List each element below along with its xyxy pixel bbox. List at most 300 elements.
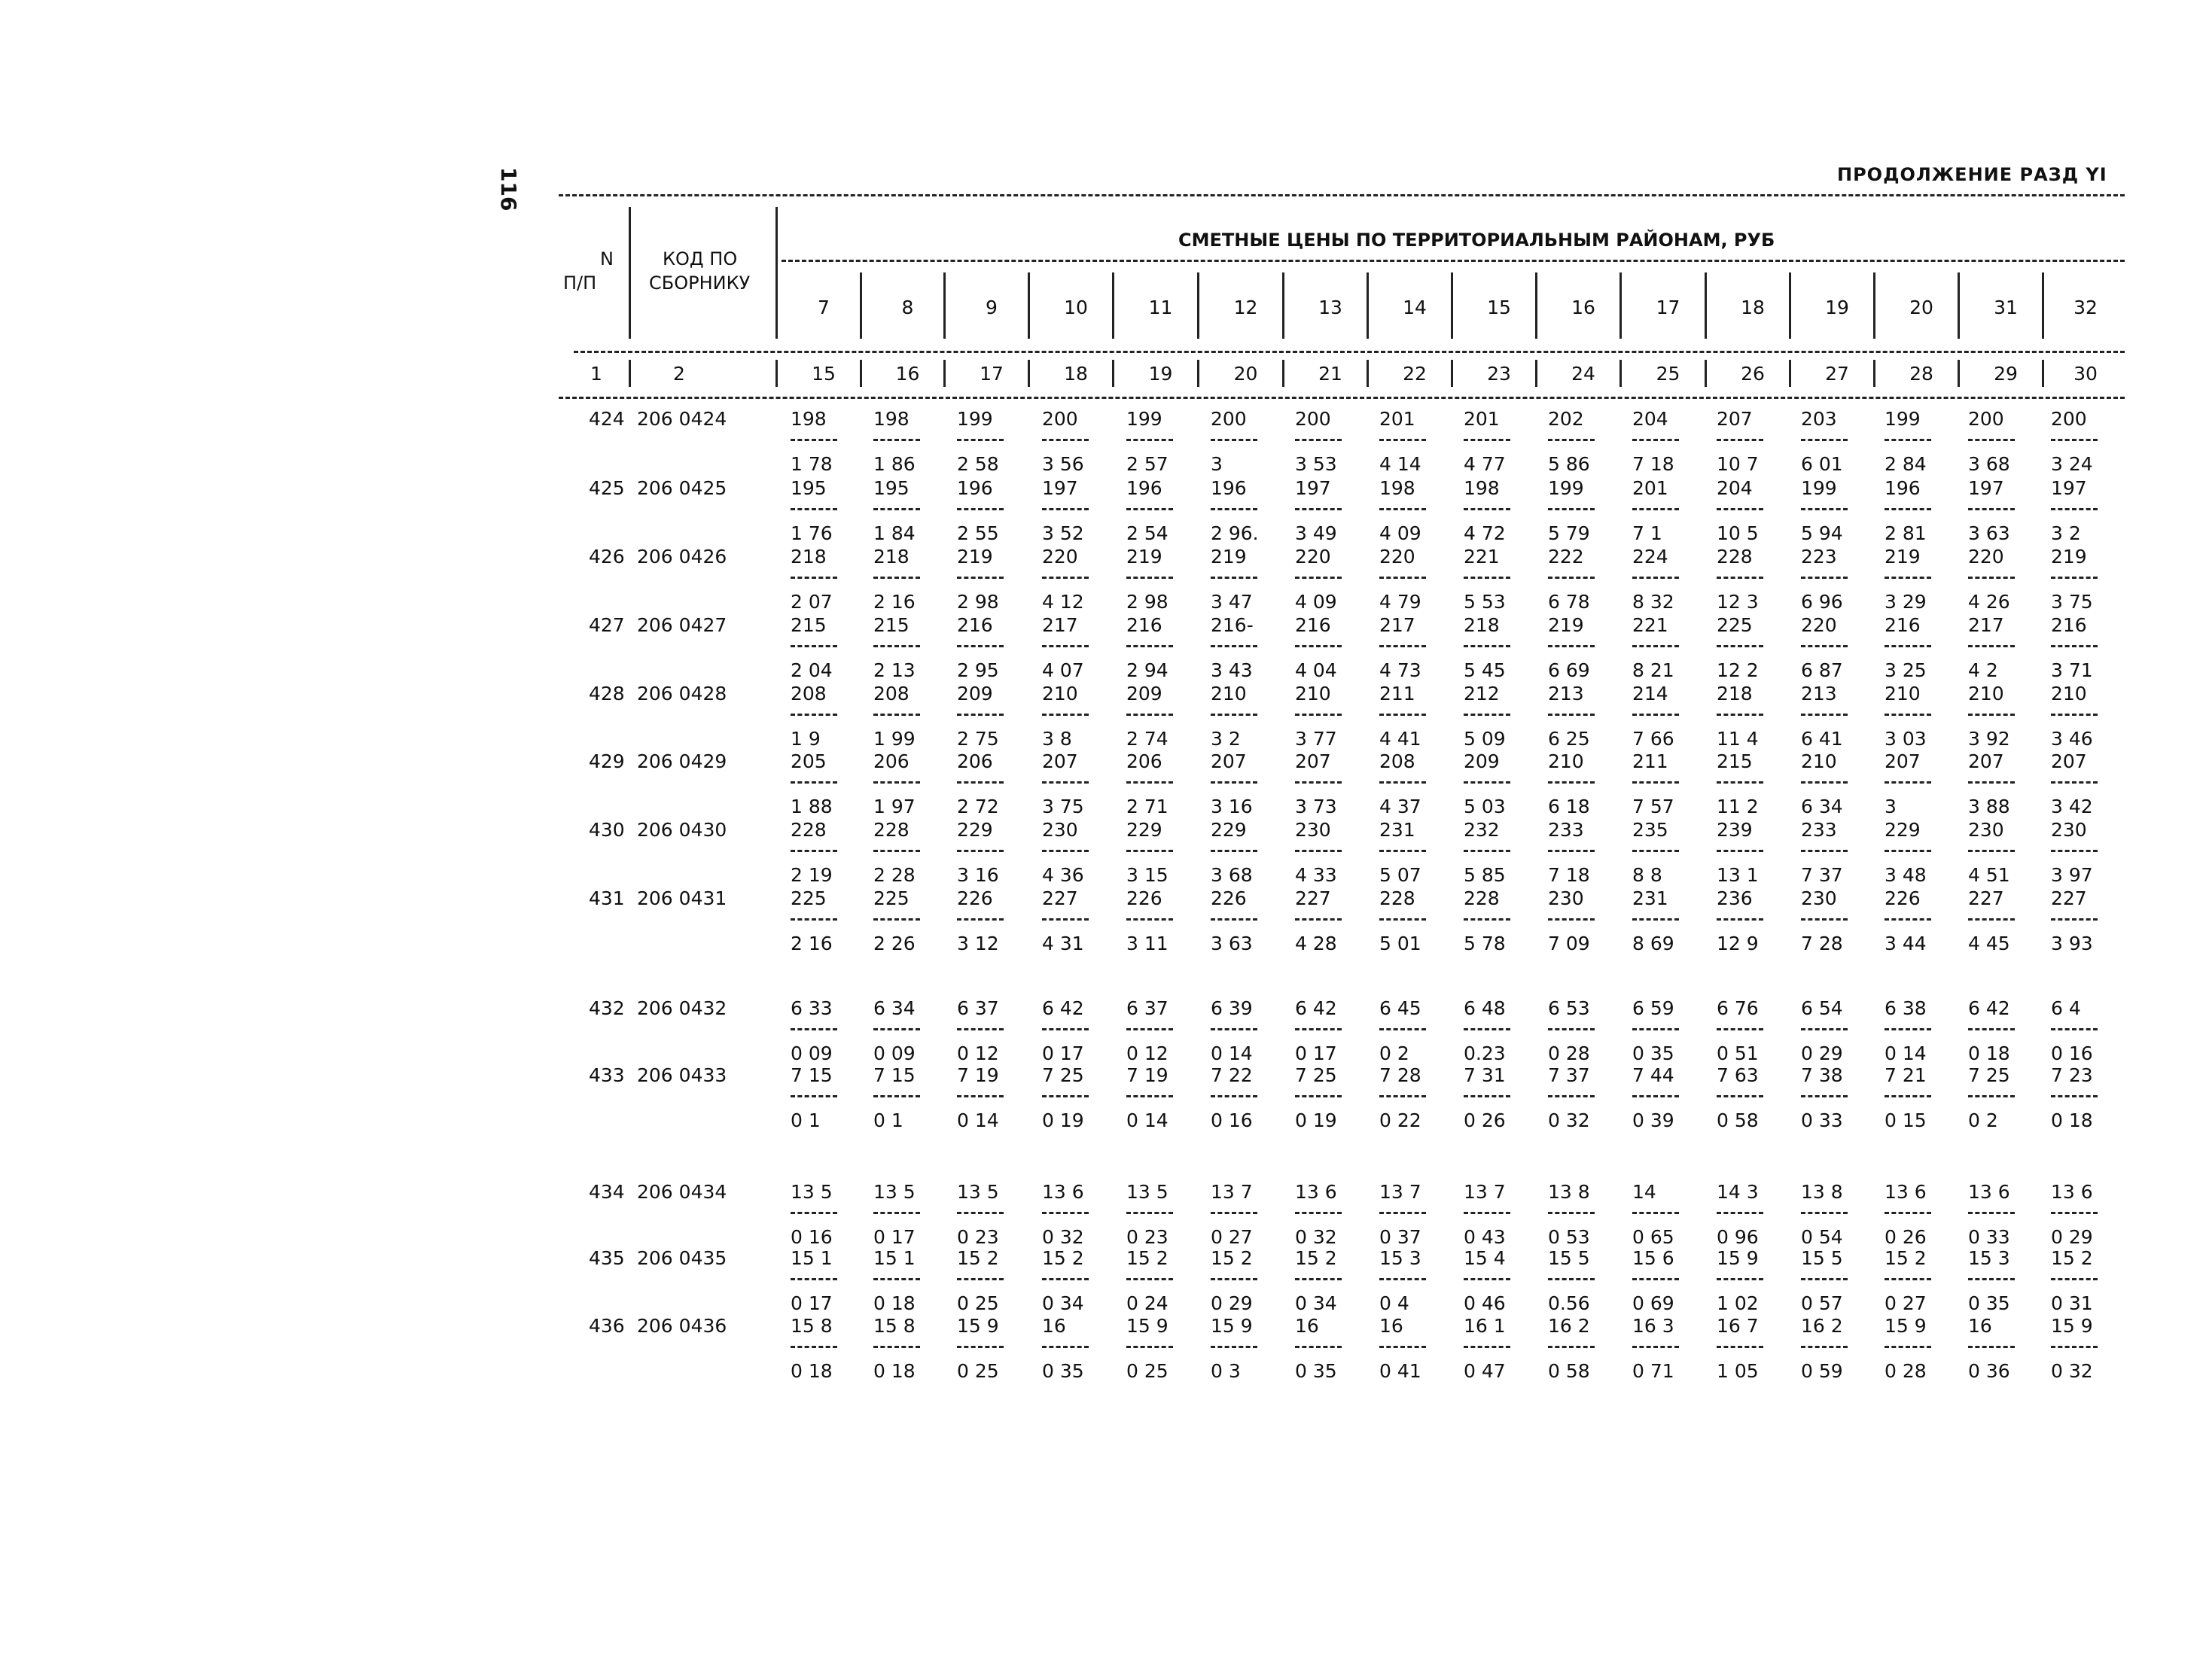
fraction-line: [1464, 850, 1510, 852]
fraction-line: [1295, 918, 1342, 921]
price-value: 204: [1632, 408, 1668, 430]
labor-value: 0 32: [1295, 1226, 1337, 1248]
fraction-line: [1042, 1212, 1089, 1214]
region-column-divider: [1535, 272, 1537, 339]
labor-value: 0 34: [1042, 1292, 1084, 1314]
price-value: 226: [957, 887, 993, 909]
price-value: 229: [957, 819, 993, 841]
price-value: 6 48: [1464, 997, 1506, 1019]
fraction-line: [1379, 1212, 1426, 1214]
price-value: 196: [1126, 477, 1162, 499]
fraction-line: [1042, 714, 1089, 716]
labor-value: 0 59: [1801, 1360, 1843, 1382]
fraction-line: [1801, 1095, 1848, 1097]
fraction-line: [1379, 508, 1426, 510]
labor-value: 0 15: [1885, 1109, 1927, 1131]
fraction-line: [873, 918, 920, 921]
labor-value: 3 97: [2051, 864, 2093, 886]
price-value: 198: [1379, 477, 1415, 499]
labor-value: 3 46: [2051, 728, 2093, 750]
region-column-divider: [1873, 272, 1875, 339]
fraction-line: [1126, 1346, 1173, 1348]
price-value: 239: [1717, 819, 1753, 841]
fraction-line: [957, 1278, 1004, 1280]
price-value: 195: [873, 477, 910, 499]
fraction-line: [1379, 439, 1426, 441]
fraction-line: [873, 1095, 920, 1097]
price-value: 197: [1042, 477, 1078, 499]
labor-value: 0 23: [957, 1226, 999, 1248]
labor-value: 0.56: [1548, 1292, 1590, 1314]
price-value: 226: [1885, 887, 1921, 909]
column-index: 28: [1909, 363, 1933, 385]
fraction-line: [957, 781, 1004, 784]
fraction-line: [1717, 645, 1763, 647]
fraction-line: [1126, 1212, 1173, 1214]
labor-value: 0 35: [1042, 1360, 1084, 1382]
price-value: 198: [1464, 477, 1500, 499]
fraction-line: [2051, 1346, 2098, 1348]
row-number: 435: [589, 1247, 625, 1269]
fraction-line: [1211, 508, 1257, 510]
labor-value: 3 12: [957, 933, 999, 954]
labor-value: 4 72: [1464, 522, 1506, 544]
row-number: 424: [589, 408, 625, 430]
region-number: 19: [1825, 297, 1849, 318]
column-n-label: N: [600, 248, 614, 269]
fraction-line: [1801, 1212, 1848, 1214]
column-pp-label: П/П: [563, 272, 597, 294]
labor-value: 5 79: [1548, 522, 1590, 544]
region-number: 9: [986, 297, 998, 318]
fraction-line: [1295, 1346, 1342, 1348]
column-index-1: 1: [590, 363, 602, 385]
labor-value: 0 3: [1211, 1360, 1241, 1382]
labor-value: 0 17: [1042, 1042, 1084, 1064]
labor-value: 3 16: [957, 864, 999, 886]
price-value: 15 9: [957, 1315, 999, 1337]
price-value: 200: [2051, 408, 2087, 430]
price-value: 215: [1717, 750, 1753, 772]
price-value: 16 7: [1717, 1315, 1759, 1337]
price-value: 220: [1968, 546, 2004, 568]
region-column-divider: [1197, 360, 1199, 387]
labor-value: 7 66: [1632, 728, 1674, 750]
fraction-line: [1295, 714, 1342, 716]
labor-value: 7 37: [1801, 864, 1843, 886]
region-column-divider: [775, 207, 778, 339]
price-value: 13 6: [2051, 1181, 2093, 1203]
fraction-line: [791, 508, 837, 510]
labor-value: 0 19: [1295, 1109, 1337, 1131]
price-value: 6 37: [957, 997, 999, 1019]
fraction-line: [1801, 645, 1848, 647]
price-value: 199: [1548, 477, 1584, 499]
fraction-line: [957, 1346, 1004, 1348]
fraction-line: [1885, 577, 1931, 579]
fraction-line: [791, 850, 837, 852]
labor-value: 3 68: [1968, 453, 2010, 475]
caption-rule: [782, 260, 2125, 262]
column-index: 25: [1656, 363, 1680, 385]
fraction-line: [1548, 508, 1595, 510]
price-value: 221: [1632, 614, 1668, 636]
labor-value: 0 18: [1968, 1042, 2010, 1064]
labor-value: 4 51: [1968, 864, 2010, 886]
labor-value: 0 28: [1548, 1042, 1590, 1064]
region-header-rule: [574, 351, 2125, 353]
price-value: 213: [1801, 683, 1837, 705]
region-number: 14: [1403, 297, 1427, 318]
fraction-line: [1632, 781, 1679, 784]
fraction-line: [1295, 439, 1342, 441]
fraction-line: [791, 918, 837, 921]
labor-value: 0 25: [957, 1360, 999, 1382]
fraction-line: [1885, 439, 1931, 441]
price-value: 229: [1211, 819, 1247, 841]
labor-value: 0 58: [1717, 1109, 1759, 1131]
price-value: 15 5: [1801, 1247, 1843, 1269]
region-column-divider: [1535, 360, 1537, 387]
fraction-line: [1464, 1028, 1510, 1030]
price-value: 233: [1548, 819, 1584, 841]
labor-value: 3 75: [1042, 796, 1084, 817]
column-index: 16: [895, 363, 920, 385]
labor-value: 0 29: [1801, 1042, 1843, 1064]
fraction-line: [1211, 781, 1257, 784]
fraction-line: [1042, 1028, 1089, 1030]
labor-value: 4 31: [1042, 933, 1084, 954]
labor-value: 7 1: [1632, 522, 1662, 544]
price-value: 15 2: [1211, 1247, 1253, 1269]
region-column-divider: [1197, 272, 1199, 339]
fraction-line: [1126, 577, 1173, 579]
fraction-line: [873, 850, 920, 852]
fraction-line: [1968, 918, 2015, 921]
fraction-line: [791, 1095, 837, 1097]
price-value: 221: [1464, 546, 1500, 568]
fraction-line: [1632, 1095, 1679, 1097]
price-value: 6 38: [1885, 997, 1927, 1019]
price-value: 6 54: [1801, 997, 1843, 1019]
labor-value: 6 41: [1801, 728, 1843, 750]
price-value: 210: [1211, 683, 1247, 705]
column-code-label-2: СБОРНИКУ: [649, 272, 751, 294]
row-code: 206 0432: [637, 997, 727, 1019]
price-value: 199: [1885, 408, 1921, 430]
region-number: 15: [1487, 297, 1511, 318]
row-code: 206 0426: [637, 546, 727, 568]
labor-value: 5 03: [1464, 796, 1506, 817]
price-value: 15 2: [1885, 1247, 1927, 1269]
fraction-line: [1548, 781, 1595, 784]
row-number: 427: [589, 614, 625, 636]
column-index: 23: [1487, 363, 1511, 385]
price-value: 235: [1632, 819, 1668, 841]
fraction-line: [1379, 577, 1426, 579]
labor-value: 0 2: [1379, 1042, 1409, 1064]
price-value: 220: [1295, 546, 1331, 568]
price-value: 197: [1968, 477, 2004, 499]
fraction-line: [2051, 714, 2098, 716]
labor-value: 6 78: [1548, 591, 1590, 613]
region-column-divider: [1282, 272, 1284, 339]
labor-value: 6 96: [1801, 591, 1843, 613]
labor-value: 4 77: [1464, 453, 1506, 475]
labor-value: 0 14: [1211, 1042, 1253, 1064]
labor-value: 0 41: [1379, 1360, 1421, 1382]
fraction-line: [1295, 1278, 1342, 1280]
labor-value: 0 27: [1885, 1292, 1927, 1314]
region-column-divider: [1112, 272, 1114, 339]
price-value: 6 37: [1126, 997, 1169, 1019]
row-code: 206 0427: [637, 614, 727, 636]
fraction-line: [791, 1346, 837, 1348]
price-value: 196: [1885, 477, 1921, 499]
price-value: 220: [1042, 546, 1078, 568]
labor-value: 0 65: [1632, 1226, 1674, 1248]
labor-value: 5 78: [1464, 933, 1506, 954]
region-column-divider: [860, 272, 862, 339]
price-value: 16: [1042, 1315, 1066, 1337]
price-value: 201: [1632, 477, 1668, 499]
row-number: 433: [589, 1064, 625, 1086]
labor-value: 0 22: [1379, 1109, 1421, 1131]
labor-value: 5 94: [1801, 522, 1843, 544]
labor-value: 6 34: [1801, 796, 1843, 817]
fraction-line: [1464, 781, 1510, 784]
fraction-line: [1295, 781, 1342, 784]
fraction-line: [1042, 577, 1089, 579]
fraction-line: [1968, 850, 2015, 852]
region-column-divider: [1619, 272, 1622, 339]
price-value: 212: [1464, 683, 1500, 705]
fraction-line: [1464, 1095, 1510, 1097]
region-number: 16: [1571, 297, 1595, 318]
labor-value: 5 09: [1464, 728, 1506, 750]
fraction-line: [1464, 577, 1510, 579]
price-value: 224: [1632, 546, 1668, 568]
price-value: 219: [1126, 546, 1162, 568]
labor-value: 0.23: [1464, 1042, 1506, 1064]
price-value: 217: [1042, 614, 1078, 636]
labor-value: 3 53: [1295, 453, 1337, 475]
labor-value: 0 35: [1295, 1360, 1337, 1382]
labor-value: 3 16: [1211, 796, 1253, 817]
price-value: 13 5: [873, 1181, 916, 1203]
region-column-divider: [1028, 272, 1030, 339]
fraction-line: [1042, 918, 1089, 921]
fraction-line: [1295, 645, 1342, 647]
labor-value: 12 9: [1717, 933, 1759, 954]
region-number: 20: [1909, 297, 1933, 318]
labor-value: 0 57: [1801, 1292, 1843, 1314]
labor-value: 3: [1211, 453, 1223, 475]
labor-value: 3 42: [2051, 796, 2093, 817]
price-value: 6 39: [1211, 997, 1253, 1019]
price-value: 16: [1379, 1315, 1403, 1337]
price-value: 15 5: [1548, 1247, 1590, 1269]
region-number: 10: [1064, 297, 1088, 318]
price-value: 15 3: [1968, 1247, 2010, 1269]
fraction-line: [791, 577, 837, 579]
region-number: 11: [1148, 297, 1173, 318]
price-value: 236: [1717, 887, 1753, 909]
labor-value: 0 19: [1042, 1109, 1084, 1131]
labor-value: 0 53: [1548, 1226, 1590, 1248]
labor-value: 0 1: [873, 1109, 903, 1131]
price-value: 201: [1464, 408, 1500, 430]
labor-value: 4 28: [1295, 933, 1337, 954]
fraction-line: [1717, 714, 1763, 716]
column-index: 21: [1318, 363, 1342, 385]
fraction-line: [1801, 577, 1848, 579]
labor-value: 7 28: [1801, 933, 1843, 954]
price-value: 7 25: [1295, 1064, 1337, 1086]
price-value: 7 21: [1885, 1064, 1927, 1086]
labor-value: 4 41: [1379, 728, 1421, 750]
column-code-label-1: КОД ПО: [663, 248, 738, 269]
price-value: 13 7: [1211, 1181, 1253, 1203]
row-code: 206 0425: [637, 477, 727, 499]
price-value: 220: [1801, 614, 1837, 636]
fraction-line: [873, 645, 920, 647]
price-value: 219: [1548, 614, 1584, 636]
price-value: 13 6: [1295, 1181, 1337, 1203]
labor-value: 4 07: [1042, 659, 1084, 681]
price-value: 15 2: [957, 1247, 999, 1269]
labor-value: 13 1: [1717, 864, 1759, 886]
price-value: 215: [873, 614, 910, 636]
price-value: 7 22: [1211, 1064, 1253, 1086]
fraction-line: [1968, 1028, 2015, 1030]
fraction-line: [1464, 1346, 1510, 1348]
labor-value: 3 2: [1211, 728, 1241, 750]
price-value: 199: [1801, 477, 1837, 499]
fraction-line: [1717, 1095, 1763, 1097]
price-value: 207: [1295, 750, 1331, 772]
price-value: 200: [1042, 408, 1078, 430]
price-value: 208: [791, 683, 827, 705]
fraction-line: [1548, 714, 1595, 716]
fraction-line: [1379, 850, 1426, 852]
fraction-line: [957, 508, 1004, 510]
fraction-line: [1885, 918, 1931, 921]
fraction-line: [1885, 1212, 1931, 1214]
price-value: 218: [1717, 683, 1753, 705]
fraction-line: [1885, 714, 1931, 716]
labor-value: 6 25: [1548, 728, 1590, 750]
price-value: 16: [1968, 1315, 1992, 1337]
labor-value: 0 35: [1968, 1292, 2010, 1314]
labor-value: 0 96: [1717, 1226, 1759, 1248]
price-value: 228: [791, 819, 827, 841]
row-code: 206 0429: [637, 750, 727, 772]
price-value: 229: [1885, 819, 1921, 841]
labor-value: 10 7: [1717, 453, 1759, 475]
labor-value: 1 78: [791, 453, 833, 475]
fraction-line: [1295, 1028, 1342, 1030]
price-value: 16 3: [1632, 1315, 1674, 1337]
price-value: 13 7: [1379, 1181, 1421, 1203]
labor-value: 5 86: [1548, 453, 1590, 475]
fraction-line: [873, 439, 920, 441]
row-code: 206 0434: [637, 1181, 727, 1203]
price-value: 204: [1717, 477, 1753, 499]
fraction-line: [2051, 1212, 2098, 1214]
region-column-divider: [1112, 360, 1114, 387]
fraction-line: [1042, 850, 1089, 852]
price-value: 7 44: [1632, 1064, 1674, 1086]
labor-value: 3 77: [1295, 728, 1337, 750]
fraction-line: [1548, 1278, 1595, 1280]
price-value: 197: [2051, 477, 2087, 499]
row-number: 429: [589, 750, 625, 772]
labor-value: 5 53: [1464, 591, 1506, 613]
fraction-line: [957, 1095, 1004, 1097]
labor-value: 4 73: [1379, 659, 1421, 681]
price-value: 227: [1295, 887, 1331, 909]
price-value: 14: [1632, 1181, 1656, 1203]
fraction-line: [1379, 1028, 1426, 1030]
labor-value: 3 03: [1885, 728, 1927, 750]
fraction-line: [873, 1028, 920, 1030]
labor-value: 0 17: [1295, 1042, 1337, 1064]
labor-value: 3 49: [1295, 522, 1337, 544]
fraction-line: [873, 1278, 920, 1280]
fraction-line: [1042, 1346, 1089, 1348]
price-value: 15 9: [1717, 1247, 1759, 1269]
region-column-divider: [1958, 272, 1960, 339]
price-value: 211: [1379, 683, 1415, 705]
price-value: 225: [791, 887, 827, 909]
fraction-line: [873, 1346, 920, 1348]
region-column-divider: [2042, 360, 2044, 387]
labor-value: 11 4: [1717, 728, 1759, 750]
labor-value: 3 68: [1211, 864, 1253, 886]
fraction-line: [791, 1028, 837, 1030]
labor-value: 0 71: [1632, 1360, 1674, 1382]
region-column-divider: [1619, 360, 1622, 387]
labor-value: 2 26: [873, 933, 916, 954]
fraction-line: [1211, 1028, 1257, 1030]
header-divider: [629, 207, 631, 339]
fraction-line: [1801, 508, 1848, 510]
labor-value: 0 33: [1801, 1109, 1843, 1131]
fraction-line: [1042, 1278, 1089, 1280]
price-value: 6 53: [1548, 997, 1590, 1019]
fraction-line: [1801, 850, 1848, 852]
price-value: 7 15: [873, 1064, 916, 1086]
price-value: 15 9: [1126, 1315, 1169, 1337]
labor-value: 3 73: [1295, 796, 1337, 817]
labor-value: 0 16: [791, 1226, 833, 1248]
labor-value: 0 46: [1464, 1292, 1506, 1314]
labor-value: 11 2: [1717, 796, 1759, 817]
price-value: 210: [1548, 750, 1584, 772]
fraction-line: [957, 577, 1004, 579]
fraction-line: [1042, 1095, 1089, 1097]
labor-value: 2 94: [1126, 659, 1169, 681]
labor-value: 2 84: [1885, 453, 1927, 475]
labor-value: 0 18: [791, 1360, 833, 1382]
price-value: 15 2: [1126, 1247, 1169, 1269]
price-value: 200: [1211, 408, 1247, 430]
fraction-line: [1632, 577, 1679, 579]
labor-value: 12 2: [1717, 659, 1759, 681]
labor-value: 2 98: [957, 591, 999, 613]
price-value: 16 2: [1801, 1315, 1843, 1337]
